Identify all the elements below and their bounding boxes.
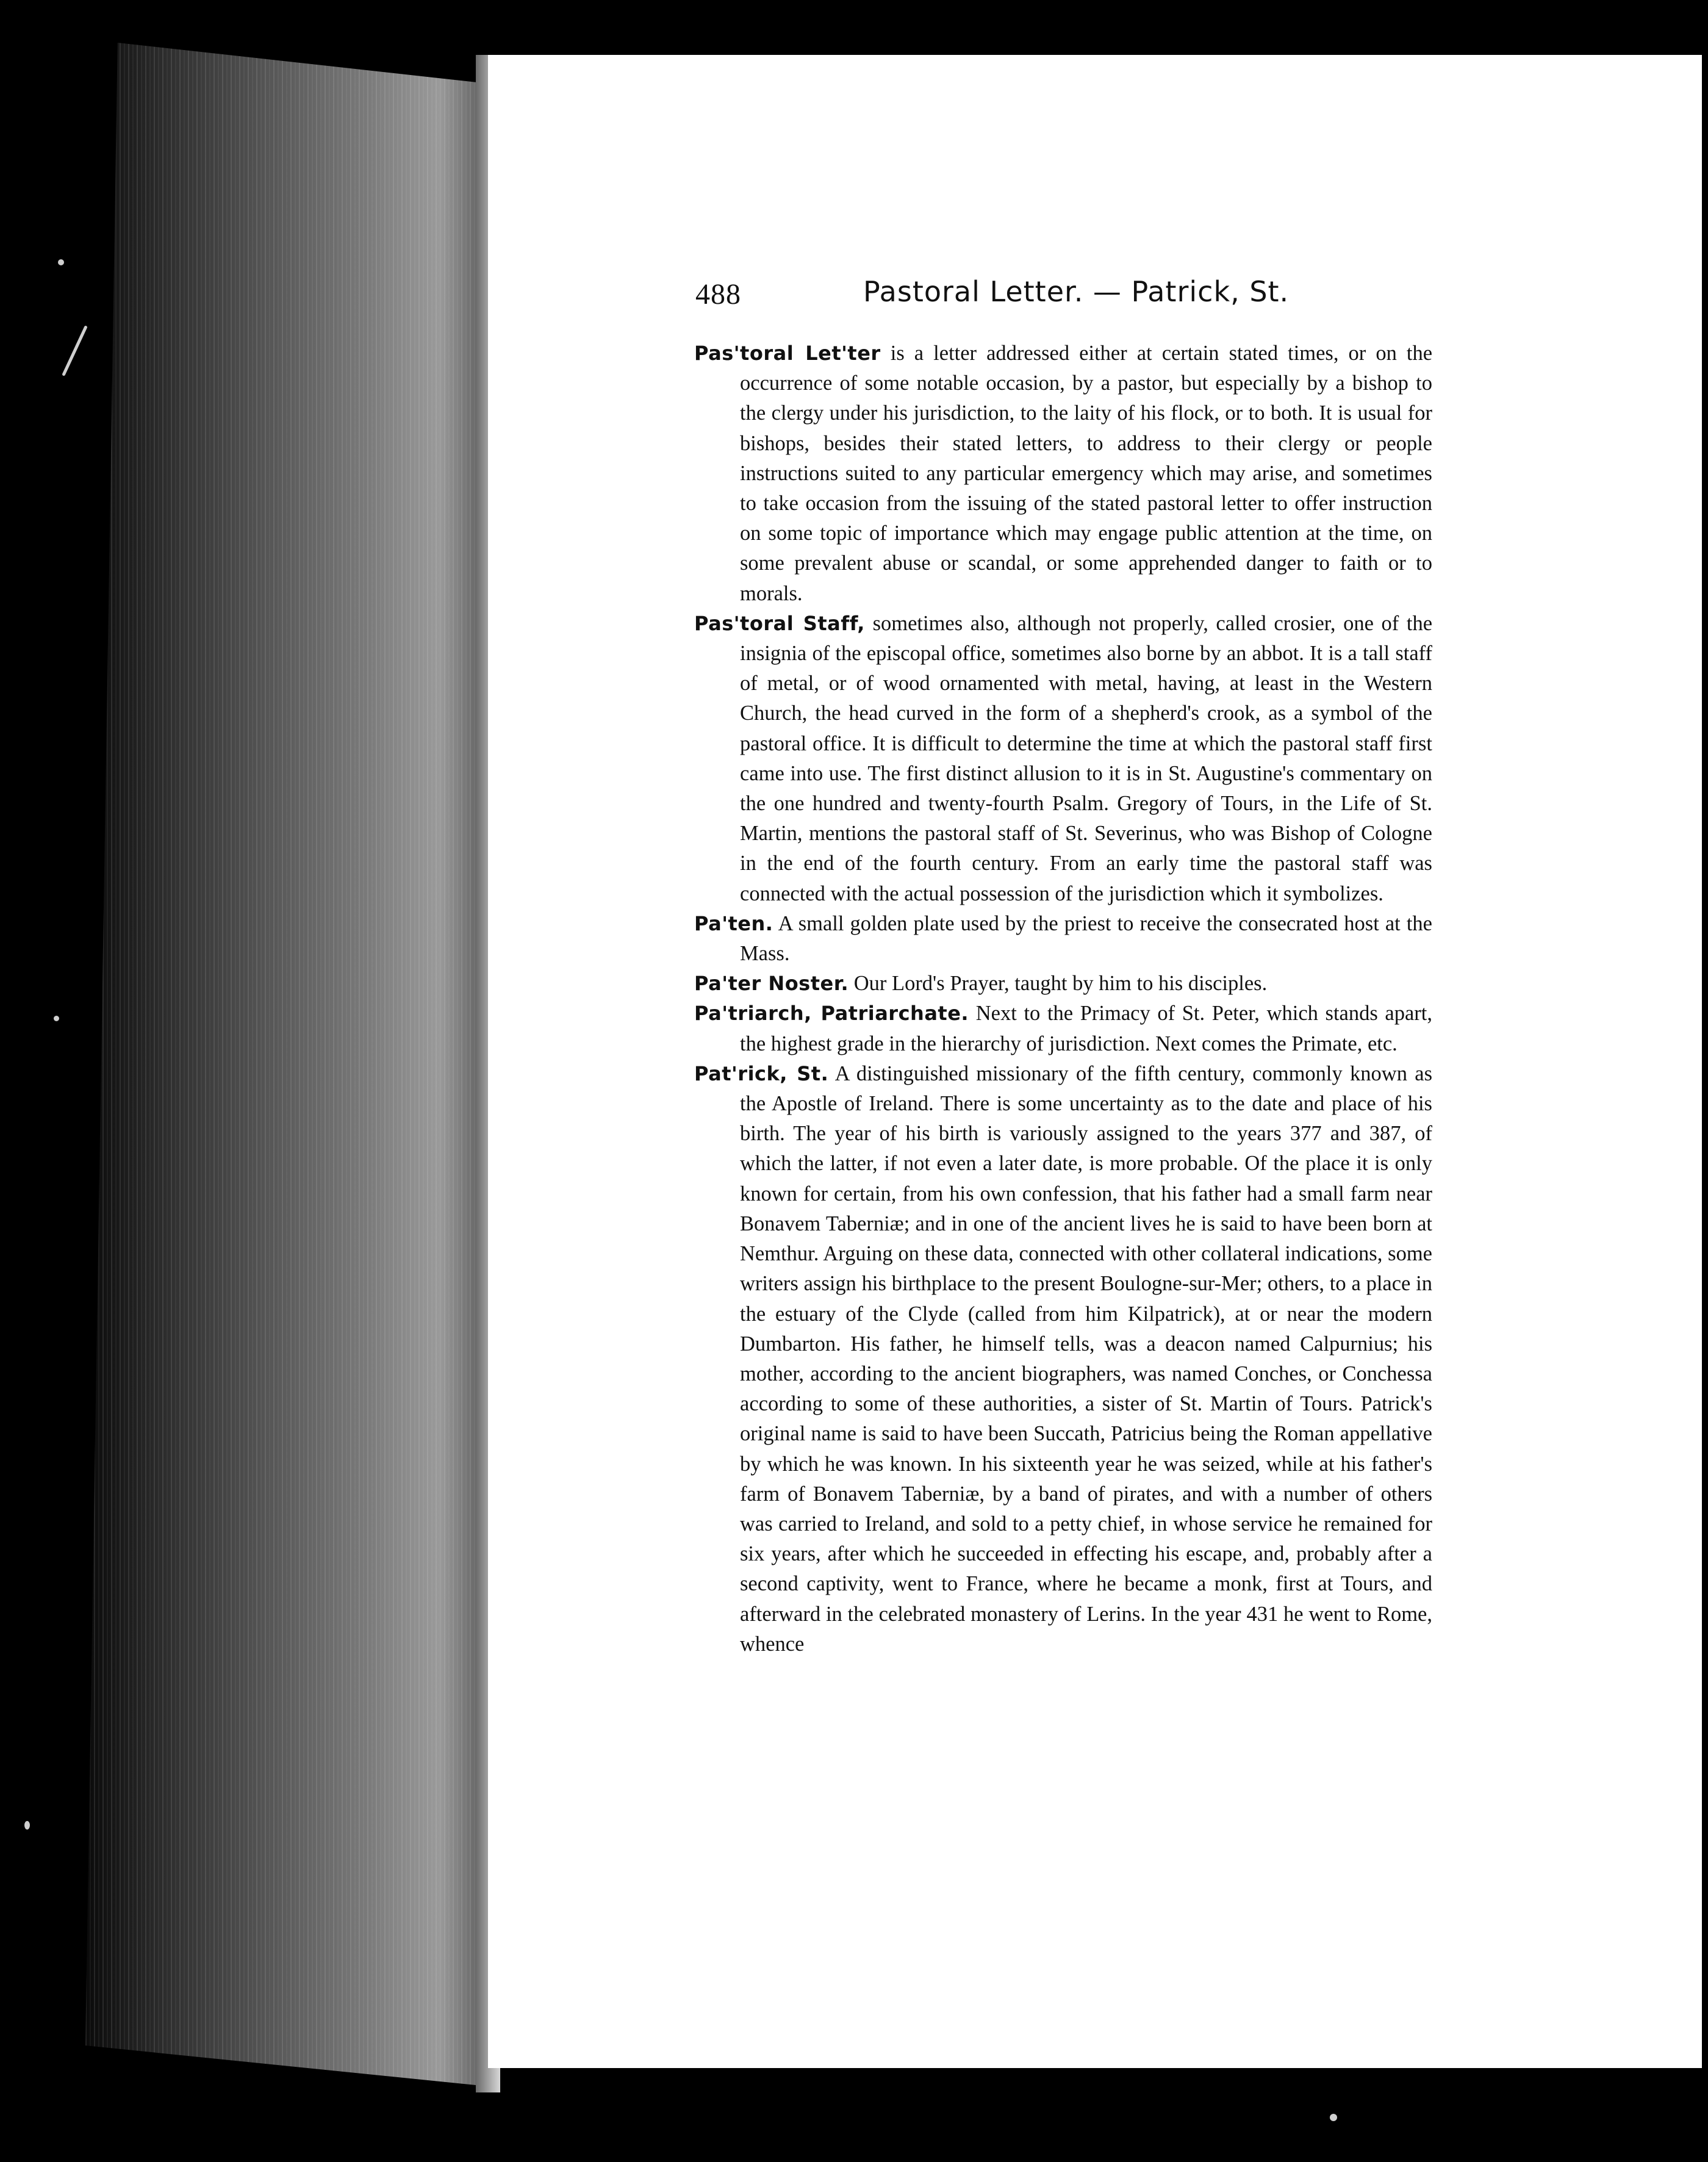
dictionary-entries	[694, 339, 1432, 1659]
entry-paten	[694, 909, 1432, 969]
entry-headword: Pa'ten.	[694, 911, 773, 935]
scan-speck	[1330, 2114, 1337, 2121]
entry-text: A distinguished missionary of the fifth century, commonly known as the Apostle of Ireland. There is some uncertainty as to the date and place of his birth. The year of his birth is variously assigned to the years 377 and 387, of which the latter, if not even a later date, is more probable. Of the place it is only known for certain, from his own confession, that his father had a small farm near Bonavem Taberniæ; and in one of the ancient lives he is said to have been born at Nemthur. Arguing on these data, connected with other collateral indications, some writers assign his birthplace to the present Boulogne-sur-Mer; others, to a place in the estuary of the Clyde (called from him Kilpatrick), at or near the modern Dumbarton. His father, he himself tells, was a deacon named Calpurnius; his mother, according to the ancient biographers, was named Conches, or Conchessa according to some of these authorities, a sister of St. Martin of Tours. Patrick's original name is said to have been Succath, Patricius being the Roman appellative by which he was known. In his sixteenth year he was seized, while at his father's farm of Bonavem Taberniæ, by a band of pirates, and with a number of others was carried to Ireland, and sold to a petty chief, in whose service he remained for six years, after which he succeeded in effecting his escape, and, probably after a second captivity, went to France, where he became a monk, first at Tours, and afterward in the celebrated monastery of Lerins. In the year 431 he went to Rome, whence	[740, 1061, 1432, 1656]
entry-text: sometimes also, although not properly, called crosier, one of the insignia of the episcopal office, sometimes also borne by an abbot. It is a tall staff of metal, or of wood ornamented with metal, having, at least in the Western Church, the head curved in the form of a shepherd's crook, as a symbol of the pastoral office. It is difficult to determine the time at which the pastoral staff first came into use. The first distinct allusion to it is in St. Augustine's commentary on the one hundred and twenty-fourth Psalm. Gregory of Tours, in the Life of St. Martin, mentions the pastoral staff of St. Severinus, who was Bishop of Cologne in the end of the fourth century. From an early time the pastoral staff was connected with the actual possession of the jurisdiction which it symbolizes.	[740, 611, 1433, 905]
entry-headword: Pas'toral Staff,	[694, 611, 865, 635]
entry-pater-noster	[694, 969, 1432, 999]
scan-speck	[62, 325, 88, 376]
entry-patriarch	[694, 999, 1432, 1058]
book-page-edges	[85, 43, 488, 2086]
scan-speck	[54, 1016, 59, 1021]
entry-text: is a letter addressed either at certain stated times, or on the occurrence of some notable occasion, by a pastor, but especially by a bishop to the clergy under his jurisdiction, to the laity of his flock, or to both. It is usual for bishops, besides their stated letters, to address to their clergy or people instructions suited to any particular emergency which may arise, and sometimes to take occasion from the issuing of the stated pastoral letter to offer instruction on some topic of importance which may engage public attention at the time, on some prevalent abuse or scandal, or some apprehended danger to faith or to morals.	[740, 342, 1433, 605]
running-head: Pastoral Letter. — Patrick, St.	[863, 275, 1290, 308]
entry-text: A small golden plate used by the priest to receive the consecrated host at the Mass.	[740, 911, 1432, 966]
scan-speck	[24, 1821, 30, 1830]
entry-text: Next to the Primacy of St. Peter, which stands apart, the highest grade in the hierarchy of jurisdiction. Next comes the Primate, etc.	[740, 1002, 1433, 1055]
page-number: 488	[695, 278, 741, 311]
entry-text: Our Lord's Prayer, taught by him to his disciples.	[849, 972, 1268, 996]
entry-headword: Pa'triarch, Patriarchate.	[694, 1002, 969, 1025]
entry-headword: Pat'rick, St.	[694, 1061, 829, 1085]
scan-speck	[58, 259, 64, 265]
entry-headword: Pas'toral Let'ter	[694, 342, 881, 365]
entry-pastoral-letter	[694, 339, 1432, 609]
entry-pastoral-staff	[694, 609, 1432, 909]
entry-headword: Pa'ter Noster.	[694, 972, 849, 996]
entry-patrick-st	[694, 1059, 1432, 1659]
page-header	[695, 275, 1305, 326]
book-page	[488, 55, 1702, 2068]
